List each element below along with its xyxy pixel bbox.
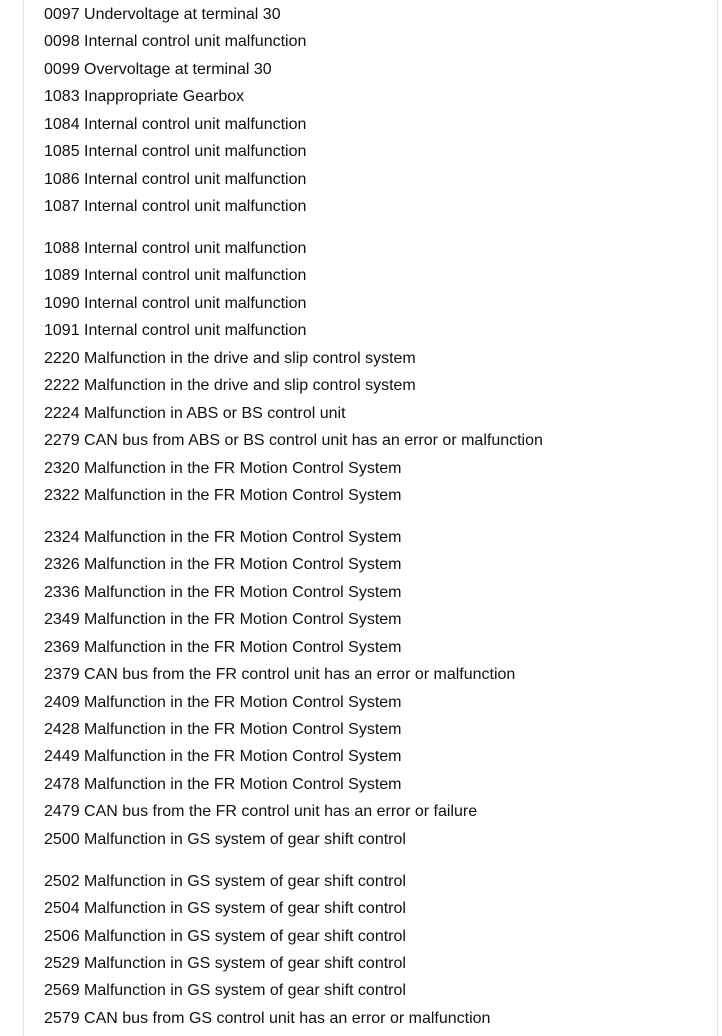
fault-code-line: 2579 CAN bus from GS control unit has an error or malfunction [44,1009,491,1027]
paragraph-2 [44,235,704,509]
fault-code-line: 2336 Malfunction in the FR Motion Control System [44,583,402,601]
fault-code-line: 1084 Internal control unit malfunction [44,115,307,133]
fault-code-line: 1089 Internal control unit malfunction [44,267,307,285]
fault-code-line: 2500 Malfunction in GS system of gear shift control [44,830,406,848]
fault-code-line: 2220 Malfunction in the drive and slip control system [44,349,416,367]
fault-code-line: 1091 Internal control unit malfunction [44,322,307,340]
fault-code-line: 2569 Malfunction in GS system of gear shift control [44,982,406,1000]
fault-code-line: 1088 Internal control unit malfunction [44,240,307,257]
fault-code-line: 2479 CAN bus from the FR control unit has an error or failure [44,803,478,821]
fault-code-line: 2502 Malfunction in GS system of gear shift control [44,872,406,890]
fault-code-line: 2369 Malfunction in the FR Motion Control System [44,638,402,656]
fault-code-line: 2349 Malfunction in the FR Motion Control System [44,611,402,629]
right-border [717,0,718,1036]
fault-code-line: 1087 Internal control unit malfunction [44,198,307,216]
paragraph-4 [44,868,704,1033]
fault-code-line: 2428 Malfunction in the FR Motion Control System [44,720,402,738]
fault-code-line: 0098 Internal control unit malfunction [44,33,307,51]
fault-code-line: 2504 Malfunction in GS system of gear shift control [44,900,406,918]
left-border [23,0,24,1036]
paragraph-1 [44,0,704,221]
fault-code-line: 2379 CAN bus from the FR control unit has an error or malfunction [44,666,516,684]
fault-code-line: 2478 Malfunction in the FR Motion Control System [44,775,402,793]
fault-code-line: 0097 Undervoltage at terminal 30 [44,6,281,23]
fault-code-line: 1083 Inappropriate Gearbox [44,88,245,106]
fault-code-line: 2222 Malfunction in the drive and slip control system [44,377,416,395]
fault-code-line: 2506 Malfunction in GS system of gear shift control [44,927,406,945]
fault-code-line: 1090 Internal control unit malfunction [44,294,307,312]
fault-code-line: 1086 Internal control unit malfunction [44,170,307,188]
fault-code-line: 2324 Malfunction in the FR Motion Control System [44,528,402,546]
fault-code-line: 2529 Malfunction in GS system of gear shift control [44,954,406,972]
fault-code-line: 2224 Malfunction in ABS or BS control unit [44,404,346,422]
fault-code-line: 2320 Malfunction in the FR Motion Control System [44,459,402,477]
fault-code-line: 0099 Overvoltage at terminal 30 [44,60,272,78]
fault-code-line: 2449 Malfunction in the FR Motion Control System [44,748,402,766]
fault-code-line: 2409 Malfunction in the FR Motion Control System [44,693,402,711]
fault-code-list [44,0,704,1032]
fault-code-line: 1085 Internal control unit malfunction [44,143,307,161]
fault-code-line: 2279 CAN bus from ABS or BS control unit has an error or malfunction [44,432,543,450]
fault-code-line: 2326 Malfunction in the FR Motion Control System [44,556,402,574]
paragraph-3 [44,524,704,853]
fault-code-line: 2322 Malfunction in the FR Motion Control System [44,486,402,504]
